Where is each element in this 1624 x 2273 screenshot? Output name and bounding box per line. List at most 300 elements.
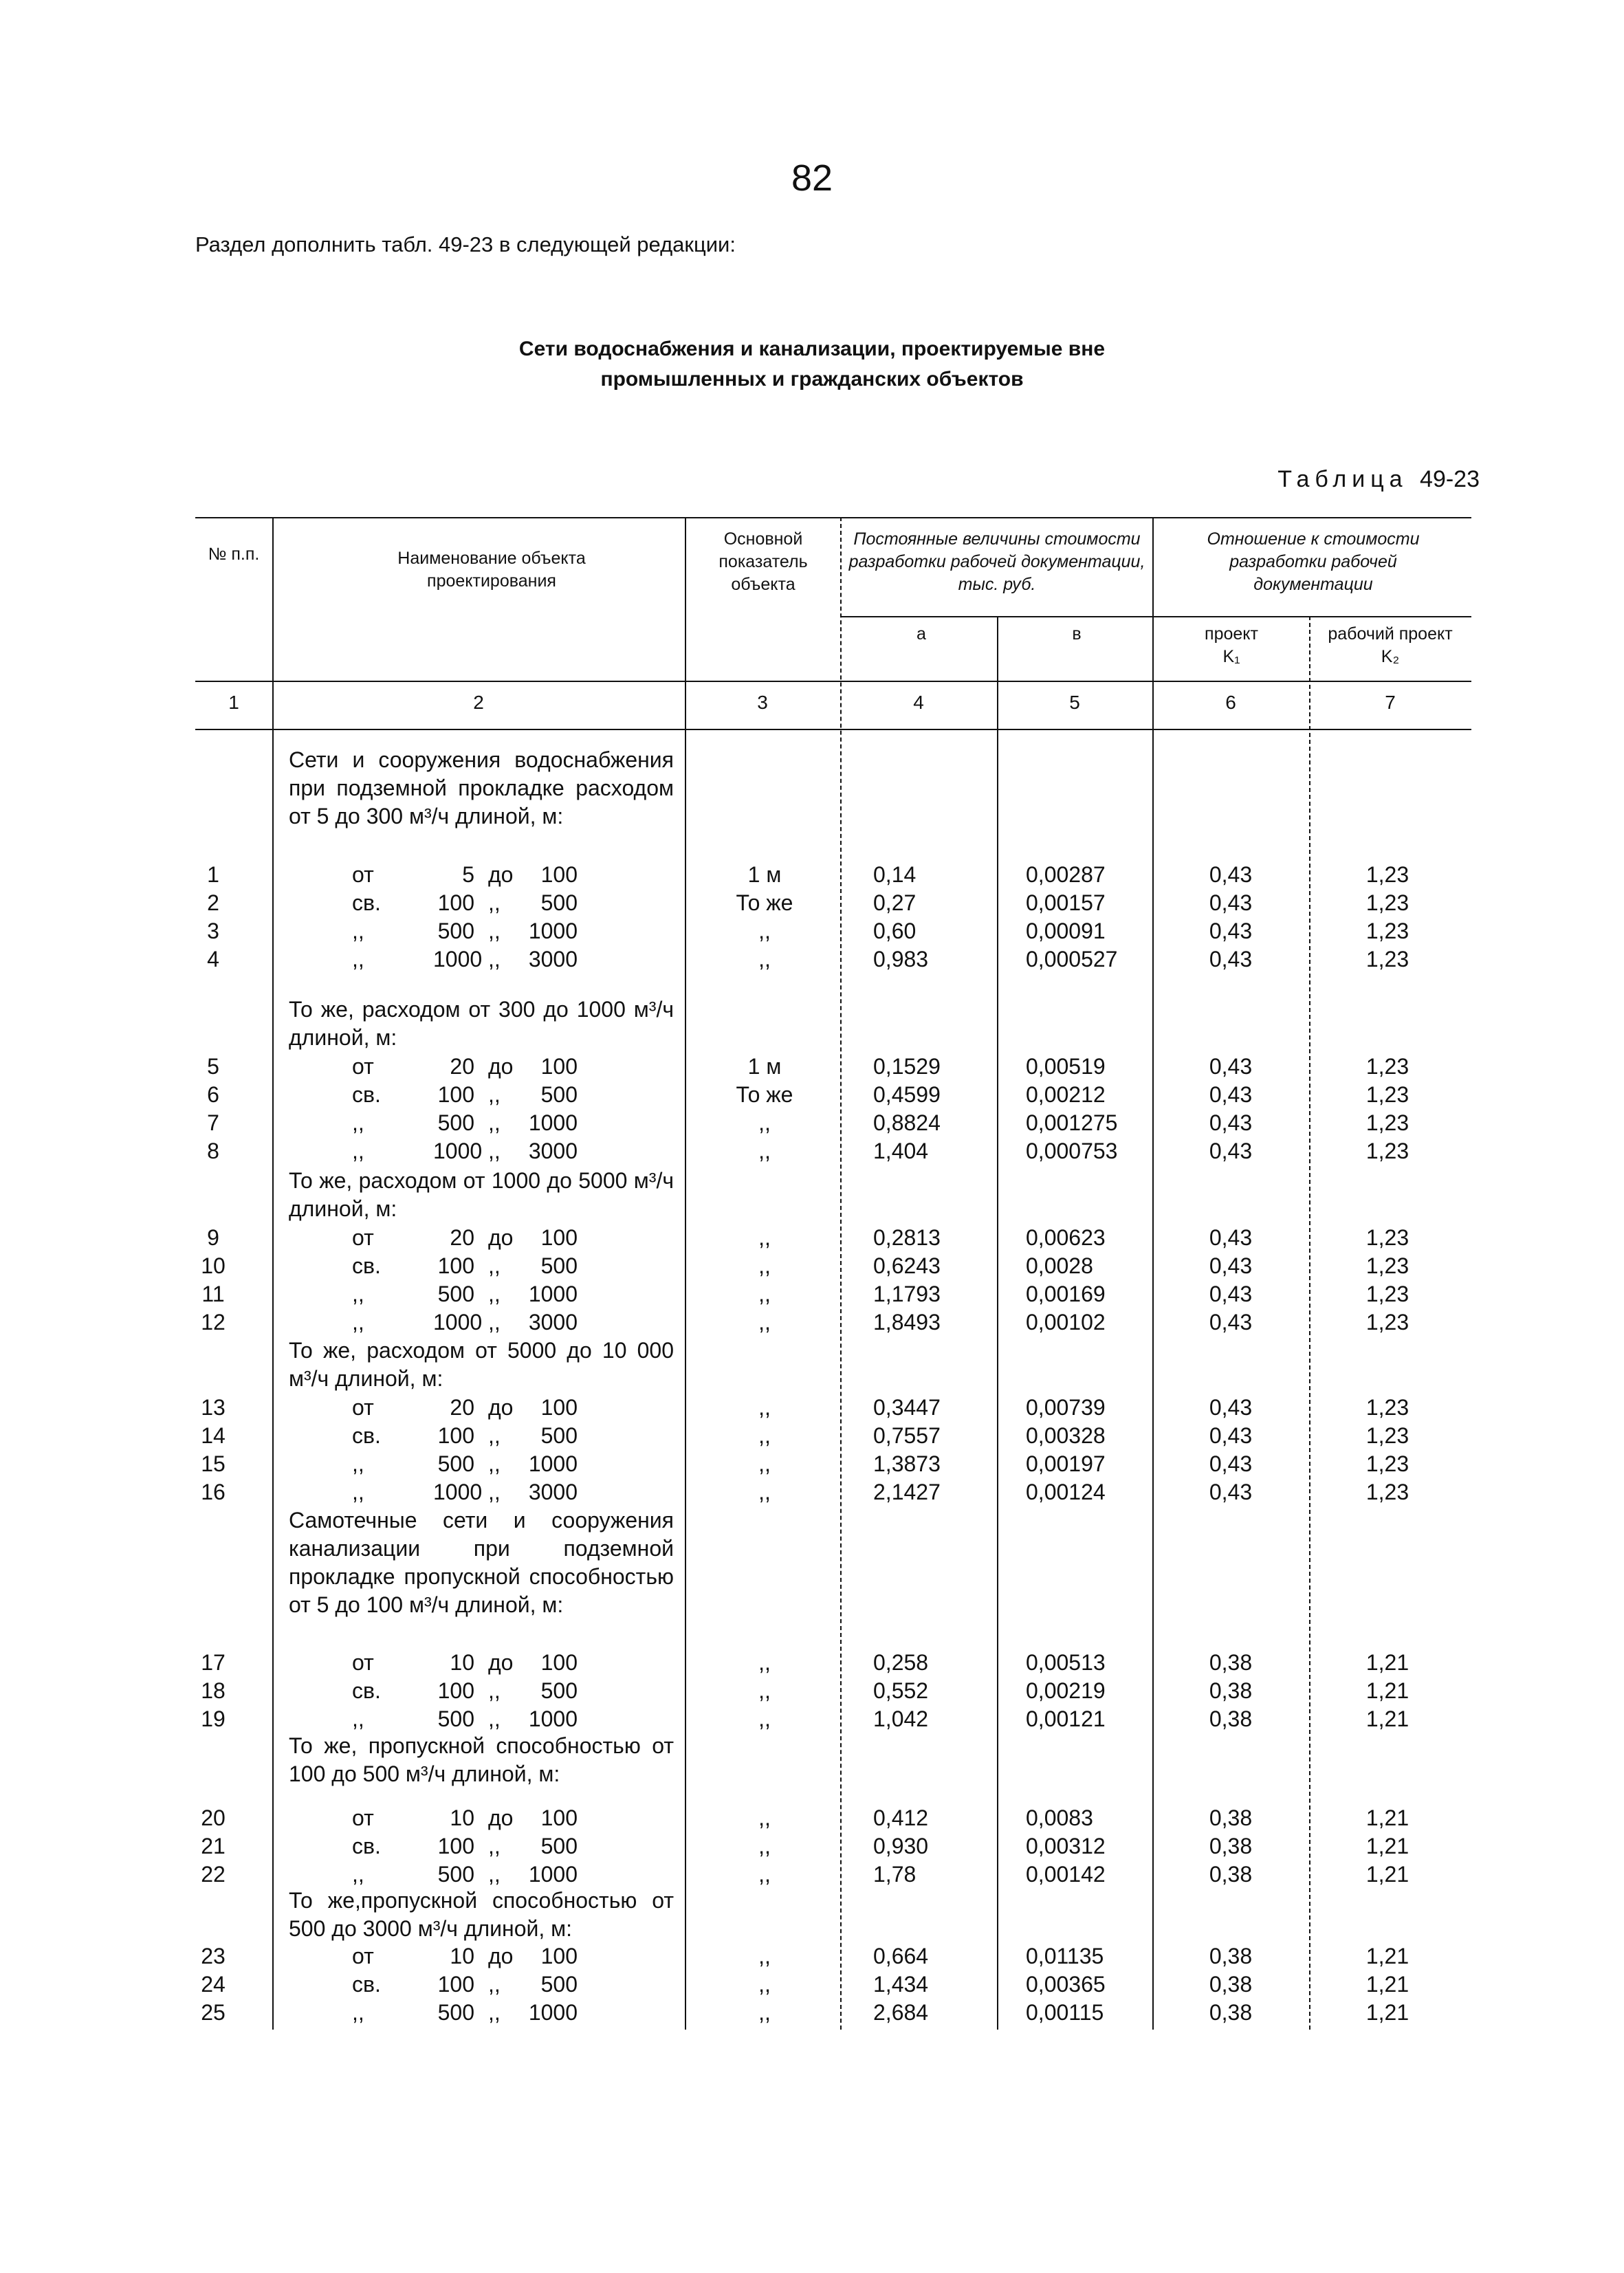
main-indicator: ,, xyxy=(758,1706,771,1731)
range-to: 500 xyxy=(540,1423,578,1448)
range-to: 100 xyxy=(540,1650,578,1675)
ratio-k2: 1,23 xyxy=(1365,1395,1409,1420)
row-number: 5 xyxy=(207,1054,219,1079)
range-prefix: ,, xyxy=(352,1139,364,1163)
main-indicator: ,, xyxy=(758,1944,771,1968)
constant-b: 0,0028 xyxy=(1026,1253,1093,1278)
range-prefix: ,, xyxy=(352,1480,364,1504)
range-separator: до xyxy=(488,1395,514,1420)
main-indicator: ,, xyxy=(758,919,771,943)
constant-a: 1,3873 xyxy=(873,1451,941,1476)
table-row xyxy=(0,1677,1624,1705)
group-heading: То же, расходом от 300 до 1000 м³/ч длиной, м: xyxy=(289,997,674,1050)
row-number: 7 xyxy=(207,1110,219,1135)
constant-b: 0,00312 xyxy=(1026,1834,1106,1858)
constant-b: 0,00219 xyxy=(1026,1678,1106,1703)
main-indicator: ,, xyxy=(758,1395,771,1420)
constant-a: 0,412 xyxy=(873,1805,929,1830)
table-row xyxy=(0,1422,1624,1450)
range-from: 100 xyxy=(437,1972,474,1997)
range-from: 1000 xyxy=(433,1310,483,1335)
ratio-k1: 0,43 xyxy=(1209,1395,1253,1420)
range-from: 10 xyxy=(450,1650,474,1675)
row-number: 14 xyxy=(201,1423,226,1448)
range-from: 10 xyxy=(450,1805,474,1830)
range-from: 20 xyxy=(450,1054,474,1079)
ratio-k2: 1,23 xyxy=(1365,1139,1409,1163)
constant-a: 0,6243 xyxy=(873,1253,941,1278)
range-prefix: св. xyxy=(352,890,381,915)
row-number: 18 xyxy=(201,1678,226,1703)
ratio-k1: 0,43 xyxy=(1209,1225,1253,1250)
table-caption-number: 49-23 xyxy=(1420,466,1480,492)
header-k2 xyxy=(1312,623,1469,668)
row-number: 9 xyxy=(207,1225,219,1250)
range-to: 100 xyxy=(540,1054,578,1079)
row-number: 1 xyxy=(207,862,219,887)
header-a: а xyxy=(917,624,926,644)
constant-a: 1,78 xyxy=(873,1862,917,1887)
row-number: 22 xyxy=(201,1862,226,1887)
constant-b: 0,00519 xyxy=(1026,1054,1106,1079)
range-from: 500 xyxy=(437,1110,474,1135)
constant-b: 0,00739 xyxy=(1026,1395,1106,1420)
constant-b: 0,000753 xyxy=(1026,1139,1118,1163)
range-from: 500 xyxy=(437,1706,474,1731)
header-k2-symbol: K₂ xyxy=(1381,647,1400,666)
constant-b: 0,00121 xyxy=(1026,1706,1106,1731)
range-prefix: ,, xyxy=(352,1310,364,1335)
range-separator: ,, xyxy=(488,1110,501,1135)
constant-b: 0,00287 xyxy=(1026,862,1106,887)
range-separator: ,, xyxy=(488,1480,501,1504)
constant-a: 0,1529 xyxy=(873,1054,941,1079)
column-number: 4 xyxy=(913,692,924,713)
ratio-k1: 0,43 xyxy=(1209,1480,1253,1504)
constant-b: 0,000527 xyxy=(1026,947,1118,971)
main-indicator: ,, xyxy=(758,1423,771,1448)
ratio-k1: 0,43 xyxy=(1209,1310,1253,1335)
constant-a: 1,1793 xyxy=(873,1282,941,1306)
range-separator: ,, xyxy=(488,919,501,943)
row-number: 11 xyxy=(201,1282,225,1306)
main-indicator: ,, xyxy=(758,1451,771,1476)
main-indicator: ,, xyxy=(758,1834,771,1858)
row-number: 13 xyxy=(201,1395,226,1420)
row-number: 20 xyxy=(201,1805,226,1830)
range-prefix: св. xyxy=(352,1423,381,1448)
table-row xyxy=(0,889,1624,917)
constant-a: 0,552 xyxy=(873,1678,929,1703)
row-number: 12 xyxy=(201,1310,226,1335)
main-indicator: ,, xyxy=(758,1480,771,1504)
ratio-k1: 0,43 xyxy=(1209,1282,1253,1306)
range-from: 500 xyxy=(437,1282,474,1306)
range-separator: ,, xyxy=(488,1451,501,1476)
constant-b: 0,01135 xyxy=(1026,1944,1104,1968)
range-from: 100 xyxy=(437,1253,474,1278)
ratio-k2: 1,23 xyxy=(1365,947,1409,971)
constant-b: 0,00328 xyxy=(1026,1423,1106,1448)
ratio-k1: 0,43 xyxy=(1209,1253,1253,1278)
ratio-k2: 1,23 xyxy=(1365,1282,1409,1306)
constant-b: 0,00513 xyxy=(1026,1650,1106,1675)
page-number: 82 xyxy=(791,157,833,199)
constant-a: 0,930 xyxy=(873,1834,929,1858)
range-prefix: ,, xyxy=(352,1862,364,1887)
header-indicator: Основной показатель объекта xyxy=(718,529,808,594)
table-row xyxy=(0,1137,1624,1165)
row-number: 2 xyxy=(207,890,219,915)
range-prefix: ,, xyxy=(352,1110,364,1135)
table-row xyxy=(0,917,1624,945)
header-constants: Постоянные величины стоимости разработки рабочей документации, тыс. руб. xyxy=(848,529,1145,594)
range-to: 500 xyxy=(540,1972,578,1997)
group-heading: То же, расходом от 1000 до 5000 м³/ч длиной, м: xyxy=(289,1168,674,1221)
row-number: 15 xyxy=(201,1451,226,1476)
constant-a: 0,7557 xyxy=(873,1423,941,1448)
table-row xyxy=(0,861,1624,889)
rule-subheader xyxy=(842,616,1471,617)
ratio-k2: 1,21 xyxy=(1365,2000,1409,2025)
rule-top xyxy=(195,517,1471,518)
constant-a: 1,404 xyxy=(873,1139,929,1163)
range-prefix: ,, xyxy=(352,947,364,971)
constant-a: 1,042 xyxy=(873,1706,929,1731)
table-row xyxy=(0,1252,1624,1280)
row-number: 4 xyxy=(207,947,219,971)
group-heading: То же, пропускной способностью от 100 до 500 м³/ч длиной, м: xyxy=(289,1733,674,1786)
main-indicator: ,, xyxy=(758,1310,771,1335)
range-to: 1000 xyxy=(528,919,578,943)
constant-b: 0,00197 xyxy=(1026,1451,1106,1476)
range-from: 1000 xyxy=(433,1480,483,1504)
row-number: 24 xyxy=(201,1972,226,1997)
range-from: 100 xyxy=(437,1423,474,1448)
ratio-k2: 1,21 xyxy=(1365,1834,1409,1858)
ratio-k2: 1,23 xyxy=(1365,919,1409,943)
ratio-k1: 0,43 xyxy=(1209,862,1253,887)
range-from: 100 xyxy=(437,890,474,915)
range-from: 500 xyxy=(437,1451,474,1476)
range-separator: до xyxy=(488,1944,514,1968)
constant-a: 0,664 xyxy=(873,1944,929,1968)
range-prefix: от xyxy=(352,1805,374,1830)
table-row xyxy=(0,1478,1624,1506)
header-k1-label: проект xyxy=(1205,624,1258,644)
constant-a: 2,684 xyxy=(873,2000,929,2025)
table-row xyxy=(0,1224,1624,1252)
header-k1-symbol: K₁ xyxy=(1222,647,1240,666)
table-row xyxy=(0,1832,1624,1860)
range-prefix: от xyxy=(352,1225,374,1250)
range-to: 500 xyxy=(540,1253,578,1278)
range-from: 100 xyxy=(437,1678,474,1703)
main-indicator: ,, xyxy=(758,1805,771,1830)
range-to: 100 xyxy=(540,862,578,887)
ratio-k1: 0,38 xyxy=(1209,1678,1253,1703)
range-to: 500 xyxy=(540,890,578,915)
constant-a: 0,258 xyxy=(873,1650,929,1675)
range-separator: ,, xyxy=(488,1834,501,1858)
table-row xyxy=(0,1450,1624,1478)
range-from: 20 xyxy=(450,1225,474,1250)
ratio-k1: 0,43 xyxy=(1209,1054,1253,1079)
range-to: 1000 xyxy=(528,2000,578,2025)
ratio-k1: 0,43 xyxy=(1209,947,1253,971)
ratio-k2: 1,21 xyxy=(1365,1706,1409,1731)
table-caption-word: Таблица xyxy=(1277,466,1408,492)
header-b: в xyxy=(1072,624,1082,644)
header-name: Наименование объекта проектирования xyxy=(397,549,586,591)
constant-b: 0,00142 xyxy=(1026,1862,1106,1887)
range-prefix: ,, xyxy=(352,919,364,943)
table-row xyxy=(0,1705,1624,1733)
ratio-k1: 0,38 xyxy=(1209,1650,1253,1675)
ratio-k2: 1,21 xyxy=(1365,1944,1409,1968)
range-from: 500 xyxy=(437,2000,474,2025)
main-indicator: ,, xyxy=(758,1253,771,1278)
range-from: 500 xyxy=(437,919,474,943)
range-from: 500 xyxy=(437,1862,474,1887)
table-row xyxy=(0,1942,1624,1970)
constant-b: 0,00212 xyxy=(1026,1082,1106,1107)
range-to: 1000 xyxy=(528,1110,578,1135)
main-indicator: То же xyxy=(736,890,793,915)
range-to: 500 xyxy=(540,1082,578,1107)
range-to: 1000 xyxy=(528,1862,578,1887)
ratio-k2: 1,23 xyxy=(1365,1054,1409,1079)
ratio-k2: 1,23 xyxy=(1365,1310,1409,1335)
range-prefix: ,, xyxy=(352,1282,364,1306)
row-number: 23 xyxy=(201,1944,226,1968)
range-from: 5 xyxy=(462,862,474,887)
ratio-k1: 0,38 xyxy=(1209,1972,1253,1997)
range-from: 10 xyxy=(450,1944,474,1968)
range-separator: ,, xyxy=(488,2000,501,2025)
range-to: 3000 xyxy=(528,1139,578,1163)
rule-colnums-bottom xyxy=(195,729,1471,730)
main-indicator: ,, xyxy=(758,2000,771,2025)
main-indicator: ,, xyxy=(758,1678,771,1703)
range-prefix: св. xyxy=(352,1972,381,1997)
constant-a: 0,2813 xyxy=(873,1225,941,1250)
ratio-k2: 1,23 xyxy=(1365,890,1409,915)
header-k1 xyxy=(1155,623,1308,668)
main-indicator: ,, xyxy=(758,947,771,971)
range-to: 3000 xyxy=(528,1480,578,1504)
table-row xyxy=(0,1970,1624,1999)
row-number: 21 xyxy=(201,1834,226,1858)
ratio-k2: 1,23 xyxy=(1365,1451,1409,1476)
table-row xyxy=(0,1394,1624,1422)
ratio-k2: 1,21 xyxy=(1365,1650,1409,1675)
constant-a: 1,434 xyxy=(873,1972,929,1997)
ratio-k1: 0,43 xyxy=(1209,1423,1253,1448)
range-to: 1000 xyxy=(528,1706,578,1731)
ratio-k1: 0,43 xyxy=(1209,919,1253,943)
ratio-k2: 1,21 xyxy=(1365,1805,1409,1830)
range-separator: до xyxy=(488,1054,514,1079)
range-from: 100 xyxy=(437,1082,474,1107)
ratio-k2: 1,23 xyxy=(1365,1082,1409,1107)
main-indicator: ,, xyxy=(758,1139,771,1163)
column-number: 1 xyxy=(228,692,239,713)
constant-b: 0,00091 xyxy=(1026,919,1106,943)
main-indicator: ,, xyxy=(758,1282,771,1306)
row-number: 10 xyxy=(201,1253,226,1278)
table-row xyxy=(0,1308,1624,1337)
constant-b: 0,00124 xyxy=(1026,1480,1106,1504)
range-to: 500 xyxy=(540,1678,578,1703)
title-line-1: Сети водоснабжения и канализации, проектируемые вне xyxy=(518,338,1106,360)
row-number: 25 xyxy=(201,2000,226,2025)
range-to: 3000 xyxy=(528,947,578,971)
table-row xyxy=(0,1280,1624,1308)
constant-b: 0,00365 xyxy=(1026,1972,1106,1997)
group-heading: То же, расходом от 5000 до 10 000 м³/ч длиной, м: xyxy=(289,1338,674,1391)
ratio-k2: 1,23 xyxy=(1365,862,1409,887)
main-indicator: ,, xyxy=(758,1225,771,1250)
range-separator: ,, xyxy=(488,1862,501,1887)
range-from: 1000 xyxy=(433,1139,483,1163)
range-to: 1000 xyxy=(528,1451,578,1476)
range-prefix: св. xyxy=(352,1253,381,1278)
header-no: № п.п. xyxy=(208,545,260,564)
range-from: 100 xyxy=(437,1834,474,1858)
main-indicator: ,, xyxy=(758,1650,771,1675)
row-number: 6 xyxy=(207,1082,219,1107)
table-row xyxy=(0,1804,1624,1832)
ratio-k2: 1,21 xyxy=(1365,1862,1409,1887)
column-number: 7 xyxy=(1385,692,1396,713)
main-indicator: То же xyxy=(736,1082,793,1107)
column-number: 5 xyxy=(1069,692,1080,713)
range-prefix: св. xyxy=(352,1834,381,1858)
constant-b: 0,00102 xyxy=(1026,1310,1106,1335)
ratio-k1: 0,38 xyxy=(1209,1834,1253,1858)
constant-b: 0,00623 xyxy=(1026,1225,1106,1250)
ratio-k2: 1,23 xyxy=(1365,1110,1409,1135)
main-indicator: ,, xyxy=(758,1110,771,1135)
constant-b: 0,00157 xyxy=(1026,890,1106,915)
main-indicator: 1 м xyxy=(747,1054,782,1079)
range-separator: ,, xyxy=(488,890,501,915)
range-separator: до xyxy=(488,1225,514,1250)
group-heading: Самотечные сети и сооружения канализации при подземной прокладке пропускной способностью от 5 до 100 м³/ч длиной, м: xyxy=(289,1508,674,1617)
range-prefix: от xyxy=(352,1650,374,1675)
ratio-k2: 1,21 xyxy=(1365,1972,1409,1997)
ratio-k2: 1,23 xyxy=(1365,1423,1409,1448)
main-indicator: ,, xyxy=(758,1972,771,1997)
range-to: 100 xyxy=(540,1944,578,1968)
ratio-k2: 1,23 xyxy=(1365,1480,1409,1504)
main-indicator: 1 м xyxy=(747,862,782,887)
ratio-k1: 0,38 xyxy=(1209,1862,1253,1887)
constant-a: 0,3447 xyxy=(873,1395,941,1420)
ratio-k1: 0,38 xyxy=(1209,2000,1253,2025)
range-separator: до xyxy=(488,1650,514,1675)
range-to: 1000 xyxy=(528,1282,578,1306)
range-separator: ,, xyxy=(488,1139,501,1163)
table-caption xyxy=(1277,466,1480,493)
main-indicator: ,, xyxy=(758,1862,771,1887)
range-to: 100 xyxy=(540,1395,578,1420)
range-prefix: от xyxy=(352,862,374,887)
constant-a: 0,27 xyxy=(873,890,917,915)
range-prefix: ,, xyxy=(352,1451,364,1476)
range-to: 100 xyxy=(540,1225,578,1250)
ratio-k2: 1,21 xyxy=(1365,1678,1409,1703)
row-number: 16 xyxy=(201,1480,226,1504)
row-number: 8 xyxy=(207,1139,219,1163)
range-prefix: ,, xyxy=(352,1706,364,1731)
range-separator: до xyxy=(488,862,514,887)
column-number: 2 xyxy=(473,692,484,713)
constant-b: 0,00169 xyxy=(1026,1282,1106,1306)
range-separator: ,, xyxy=(488,1310,501,1335)
header-ratio: Отношение к стоимости разработки рабочей документации xyxy=(1207,529,1420,594)
constant-a: 0,983 xyxy=(873,947,929,971)
range-prefix: от xyxy=(352,1944,374,1968)
ratio-k1: 0,43 xyxy=(1209,1451,1253,1476)
row-number: 17 xyxy=(201,1650,226,1675)
ratio-k1: 0,43 xyxy=(1209,1139,1253,1163)
constant-a: 2,1427 xyxy=(873,1480,941,1504)
range-separator: до xyxy=(488,1805,514,1830)
range-to: 500 xyxy=(540,1834,578,1858)
constant-a: 1,8493 xyxy=(873,1310,941,1335)
constant-b: 0,001275 xyxy=(1026,1110,1118,1135)
group-heading: Сети и сооружения водоснабжения при подземной прокладке расходом от 5 до 300 м³/ч длиной, м: xyxy=(289,747,674,828)
column-number: 6 xyxy=(1225,692,1236,713)
ratio-k2: 1,23 xyxy=(1365,1253,1409,1278)
range-separator: ,, xyxy=(488,1706,501,1731)
ratio-k1: 0,43 xyxy=(1209,890,1253,915)
range-to: 100 xyxy=(540,1805,578,1830)
ratio-k1: 0,43 xyxy=(1209,1110,1253,1135)
range-prefix: от xyxy=(352,1054,374,1079)
range-to: 3000 xyxy=(528,1310,578,1335)
table-row xyxy=(0,1081,1624,1109)
range-separator: ,, xyxy=(488,1678,501,1703)
ratio-k2: 1,23 xyxy=(1365,1225,1409,1250)
constant-b: 0,00115 xyxy=(1026,2000,1104,2025)
table-row xyxy=(0,1109,1624,1137)
title-line-2: промышленных и гражданских объектов xyxy=(600,368,1024,391)
ratio-k1: 0,43 xyxy=(1209,1082,1253,1107)
constant-a: 0,60 xyxy=(873,919,917,943)
range-prefix: ,, xyxy=(352,2000,364,2025)
rule-header-bottom xyxy=(195,681,1471,682)
ratio-k1: 0,38 xyxy=(1209,1944,1253,1968)
table-row xyxy=(0,1053,1624,1081)
table-row xyxy=(0,945,1624,974)
table-row xyxy=(0,1649,1624,1677)
constant-a: 0,4599 xyxy=(873,1082,941,1107)
range-prefix: св. xyxy=(352,1678,381,1703)
range-prefix: св. xyxy=(352,1082,381,1107)
range-from: 1000 xyxy=(433,947,483,971)
constant-a: 0,8824 xyxy=(873,1110,941,1135)
range-separator: ,, xyxy=(488,947,501,971)
range-separator: ,, xyxy=(488,1972,501,1997)
group-heading: То же,пропускной способностью от 500 до 3000 м³/ч длиной, м: xyxy=(289,1888,674,1941)
range-separator: ,, xyxy=(488,1082,501,1107)
column-number: 3 xyxy=(757,692,768,713)
ratio-k1: 0,38 xyxy=(1209,1706,1253,1731)
header-k2-label: рабочий проект xyxy=(1328,624,1453,644)
